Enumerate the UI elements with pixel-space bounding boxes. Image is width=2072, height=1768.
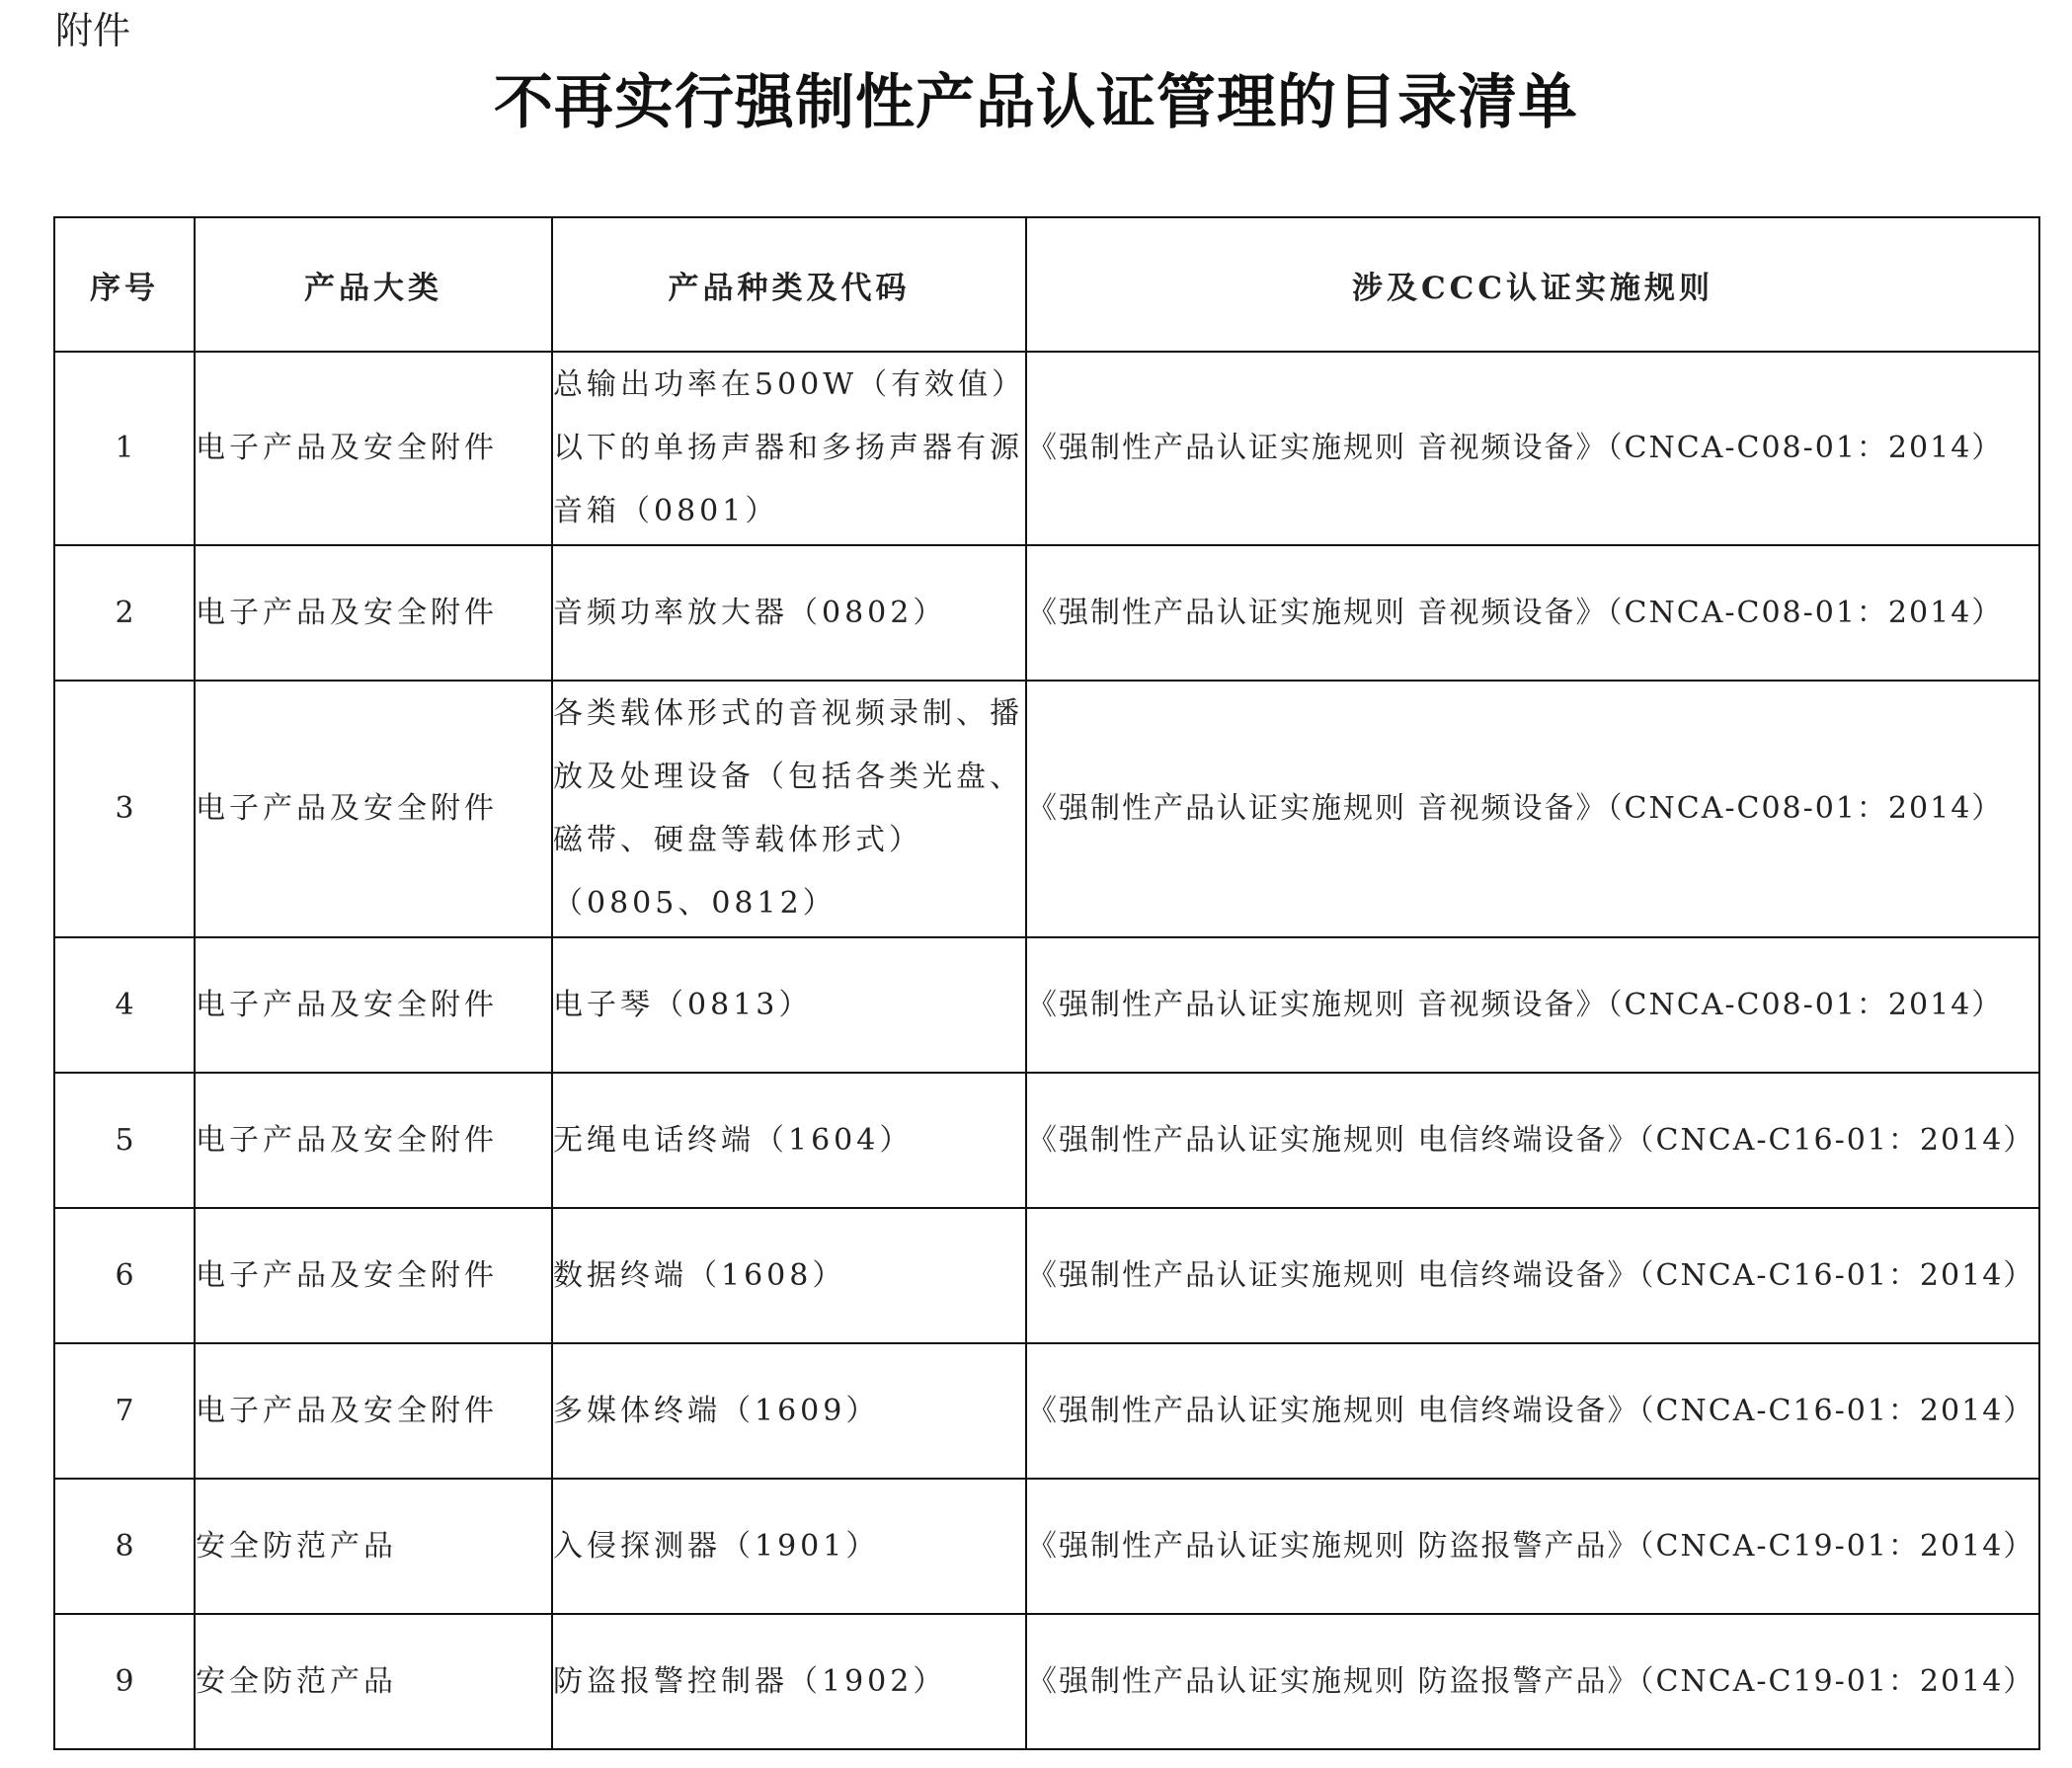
row-ccc-rule: 《强制性产品认证实施规则 防盗报警产品》（CNCA-C19-01：2014） <box>1026 1479 2039 1614</box>
row-number: 2 <box>54 545 195 681</box>
row-product-type: 多媒体终端（1609） <box>552 1343 1026 1479</box>
table-row <box>54 1073 2039 1208</box>
row-product-type: 数据终端（1608） <box>552 1208 1026 1343</box>
header-serial-number: 序号 <box>54 217 195 352</box>
row-number: 1 <box>54 352 195 545</box>
table-row <box>54 352 2039 545</box>
header-ccc-rule: 涉及CCC认证实施规则 <box>1026 217 2039 352</box>
table-row <box>54 681 2039 937</box>
row-product-type: 各类载体形式的音视频录制、播放及处理设备（包括各类光盘、磁带、硬盘等载体形式）（0805、0812） <box>552 681 1026 937</box>
row-category: 安全防范产品 <box>195 1479 552 1614</box>
table-row <box>54 937 2039 1073</box>
row-product-type: 防盗报警控制器（1902） <box>552 1614 1026 1749</box>
row-number: 4 <box>54 937 195 1073</box>
row-category: 电子产品及安全附件 <box>195 1343 552 1479</box>
row-product-type: 总输出功率在500W（有效值）以下的单扬声器和多扬声器有源音箱（0801） <box>552 352 1026 545</box>
row-ccc-rule: 《强制性产品认证实施规则 音视频设备》（CNCA-C08-01：2014） <box>1026 545 2039 681</box>
header-product-type-code: 产品种类及代码 <box>552 217 1026 352</box>
row-ccc-rule: 《强制性产品认证实施规则 电信终端设备》（CNCA-C16-01：2014） <box>1026 1073 2039 1208</box>
header-product-category: 产品大类 <box>195 217 552 352</box>
row-ccc-rule: 《强制性产品认证实施规则 防盗报警产品》（CNCA-C19-01：2014） <box>1026 1614 2039 1749</box>
row-category: 电子产品及安全附件 <box>195 1208 552 1343</box>
row-category: 电子产品及安全附件 <box>195 937 552 1073</box>
table-row <box>54 1614 2039 1749</box>
row-product-type: 无绳电话终端（1604） <box>552 1073 1026 1208</box>
row-category: 电子产品及安全附件 <box>195 545 552 681</box>
row-ccc-rule: 《强制性产品认证实施规则 电信终端设备》（CNCA-C16-01：2014） <box>1026 1343 2039 1479</box>
row-product-type: 音频功率放大器（0802） <box>552 545 1026 681</box>
row-number: 9 <box>54 1614 195 1749</box>
row-ccc-rule: 《强制性产品认证实施规则 音视频设备》（CNCA-C08-01：2014） <box>1026 937 2039 1073</box>
row-number: 7 <box>54 1343 195 1479</box>
row-product-type: 电子琴（0813） <box>552 937 1026 1073</box>
row-number: 5 <box>54 1073 195 1208</box>
row-category: 电子产品及安全附件 <box>195 352 552 545</box>
attachment-label: 附件 <box>55 9 131 52</box>
catalog-table <box>53 216 2040 1750</box>
table-row <box>54 1208 2039 1343</box>
table-header-row <box>54 217 2039 352</box>
row-category: 电子产品及安全附件 <box>195 681 552 937</box>
row-ccc-rule: 《强制性产品认证实施规则 电信终端设备》（CNCA-C16-01：2014） <box>1026 1208 2039 1343</box>
table-row <box>54 1343 2039 1479</box>
row-number: 3 <box>54 681 195 937</box>
row-number: 8 <box>54 1479 195 1614</box>
row-ccc-rule: 《强制性产品认证实施规则 音视频设备》（CNCA-C08-01：2014） <box>1026 352 2039 545</box>
table-row <box>54 1479 2039 1614</box>
row-number: 6 <box>54 1208 195 1343</box>
row-product-type: 入侵探测器（1901） <box>552 1479 1026 1614</box>
table-row <box>54 545 2039 681</box>
page-title: 不再实行强制性产品认证管理的目录清单 <box>494 68 1578 137</box>
row-category: 电子产品及安全附件 <box>195 1073 552 1208</box>
row-ccc-rule: 《强制性产品认证实施规则 音视频设备》（CNCA-C08-01：2014） <box>1026 681 2039 937</box>
row-category: 安全防范产品 <box>195 1614 552 1749</box>
